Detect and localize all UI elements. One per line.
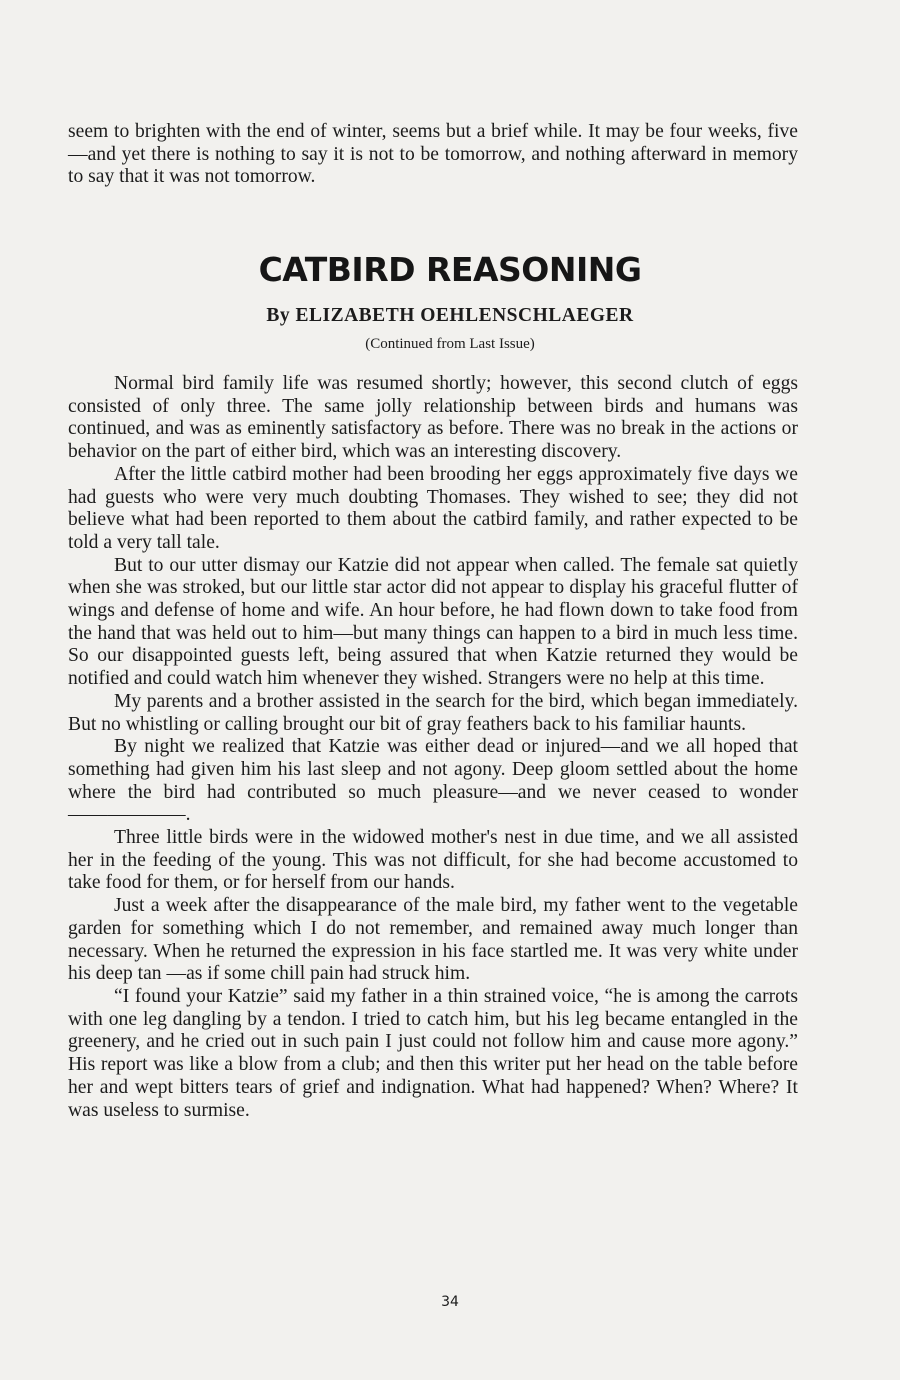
body-paragraph: My parents and a brother assisted in the search for the bird, which began immediately. But no whistling or calling brought our bit of gray feathers back to his familiar haunts. [68,690,798,735]
body-paragraph: “I found your Katzie” said my father in a thin strained voice, “he is among the carrots with one leg dangling by a tendon. I tried to catch him, but his leg became entangled in the greenery, and he cried out in such pain I just could not follow him and cause more agony.” His report was like a blow from a club; and then this writer put her head on the table before her and wept bitters tears of grief and indignation. What had happened? When? Where? It was useless to surmise. [68,985,798,1121]
body-paragraph: Normal bird family life was resumed shortly; however, this second clutch of eggs consisted of only three. The same jolly relationship between birds and humans was continued, and was as eminently satisfactory as before. There was no break in the actions or behavior on the part of either bird, which was an interesting discovery. [68,373,798,463]
article-title: CATBIRD REASONING [258,250,642,289]
body-paragraph: Three little birds were in the widowed mother's nest in due time, and we all assisted her in the feeding of the young. This was not difficult, for she had become accustomed to take food for them, or for herself from our hands. [68,827,798,894]
carryover-paragraph: seem to brighten with the end of winter, seems but a brief while. It may be four weeks, five—and yet there is nothing to say it is not to be tomorrow, and nothing afterward in memory to say that it was not tomorrow. [68,121,798,188]
page-number: 34 [441,1294,459,1310]
body-paragraph: By night we realized that Katzie was either dead or injured—and we all hoped that something had given him his last sleep and not agony. Deep gloom settled about the home where the bird had contributed so much pleasure—and we never ceased to wonder——————. [68,736,798,826]
body-paragraph: Just a week after the disappearance of the male bird, my father went to the vegetable garden for something which I do not remember, and remained away much longer than necessary. When he returned the expression in his face startled me. It was very white under his deep tan —as if some chill pain had struck him. [68,895,798,985]
body-paragraph: After the little catbird mother had been brooding her eggs approximately five days we had guests who were very much doubting Thomases. They wished to see; they did not believe what had been reported to them about the catbird family, and rather expected to be told a very tall tale. [68,463,798,553]
continuation-note: (Continued from Last Issue) [365,336,535,352]
article-byline: By ELIZABETH OEHLENSCHLAEGER [266,305,634,326]
body-paragraph: But to our utter dismay our Katzie did not appear when called. The female sat quietly when she was stroked, but our little star actor did not appear to display his graceful flutter of wings and defense of home and wife. An hour before, he had flown down to take food from the hand that was held out to him—but many things can happen to a bird in much less time. So our disappointed guests left, being assured that when Katzie returned they would be notified and could watch him whenever they wished. Strangers were no help at this time. [68,554,798,690]
article-body [68,373,798,1122]
